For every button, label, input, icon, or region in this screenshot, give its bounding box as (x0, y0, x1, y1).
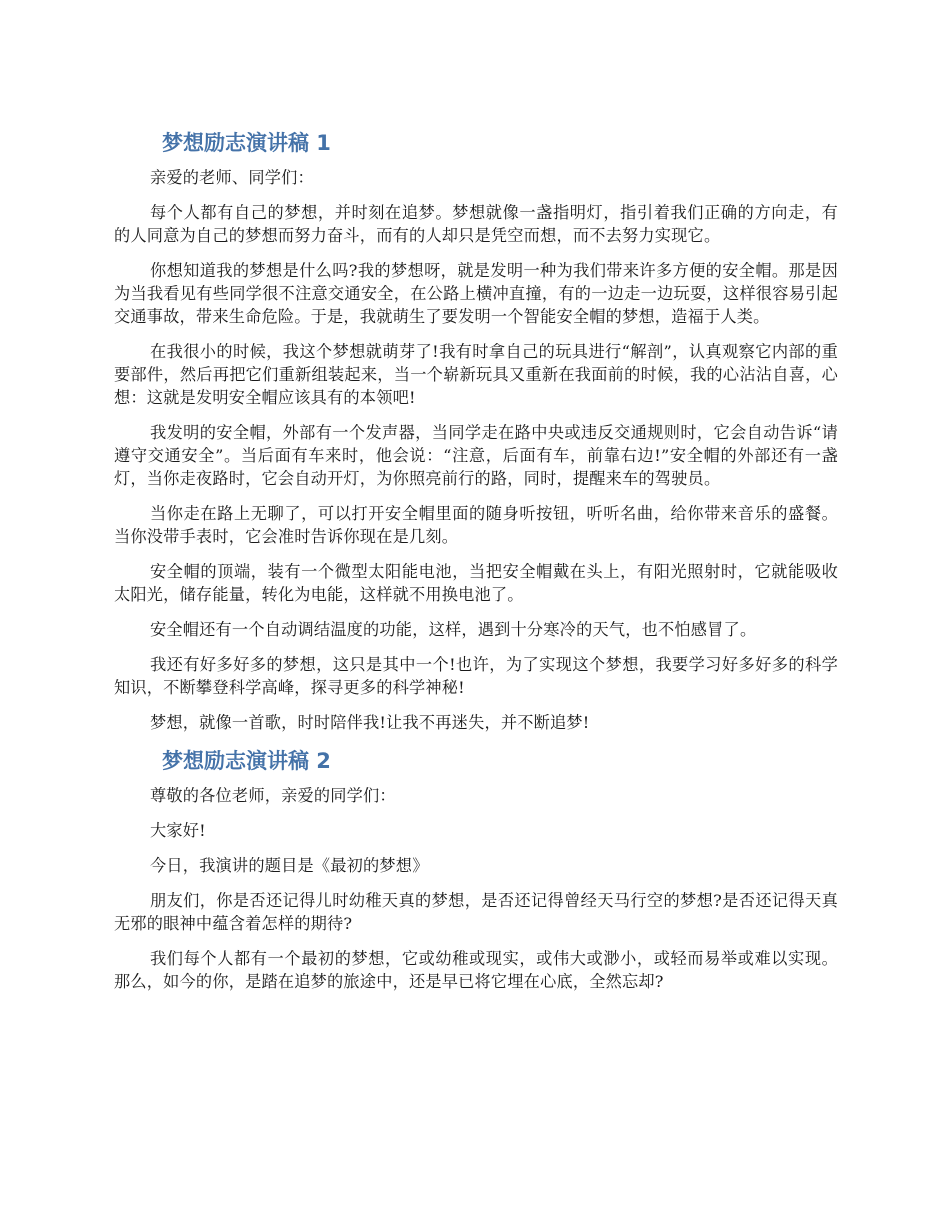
paragraph: 亲爱的老师、同学们： (150, 168, 314, 187)
paragraph: 每个人都有自己的梦想，并时刻在追梦。梦想就像一盏指明灯，指引着我们正确的方向走，有的人同意为自己的梦想而努力奋斗，而有的人却只是凭空而想，而不去努力实现它。 (114, 203, 838, 245)
paragraph: 梦想，就像一首歌，时时陪伴我!让我不再迷失，并不断追梦! (150, 713, 590, 732)
speech-section-2 (114, 746, 838, 993)
paragraph: 今日，我演讲的题目是《最初的梦想》 (150, 856, 429, 875)
paragraph: 你想知道我的梦想是什么吗?我的梦想呀，就是发明一种为我们带来许多方便的安全帽。那是因为当我看见有些同学很不注意交通安全，在公路上横冲直撞，有的一边走一边玩耍，这样很容易引起交通事故，带来生命危险。于是，我就萌生了要发明一个智能安全帽的梦想，造福于人类。 (114, 261, 838, 326)
paragraph: 当你走在路上无聊了，可以打开安全帽里面的随身听按钮，听听名曲，给你带来音乐的盛餐。当你没带手表时，它会准时告诉你现在是几刻。 (114, 504, 838, 546)
paragraph: 我发明的安全帽，外部有一个发声器，当同学走在路中央或违反交通规则时，它会自动告诉“请遵守交通安全”。当后面有车来时，他会说：“注意，后面有车，前靠右边!”安全帽的外部还有一盏灯，当你走夜路时，它会自动开灯，为你照亮前行的路，同时，提醒来车的驾驶员。 (114, 423, 838, 488)
speech-section-1 (114, 128, 838, 734)
paragraph: 安全帽的顶端，装有一个微型太阳能电池，当把安全帽戴在头上，有阳光照射时，它就能吸收太阳光，储存能量，转化为电能，这样就不用换电池了。 (114, 562, 838, 604)
document-page (114, 128, 838, 1005)
paragraph: 大家好! (150, 821, 206, 840)
paragraph: 尊敬的各位老师，亲爱的同学们： (150, 786, 396, 805)
paragraph: 在我很小的时候，我这个梦想就萌芽了!我有时拿自己的玩具进行“解剖”，认真观察它内部的重要部件，然后再把它们重新组装起来，当一个崭新玩具又重新在我面前的时候，我的心沾沾自喜，心想：这就是发明安全帽应该具有的本领吧! (114, 342, 838, 407)
section-title: 梦想励志演讲稿 2 (162, 749, 331, 773)
section-title: 梦想励志演讲稿 1 (162, 131, 331, 155)
paragraph: 我们每个人都有一个最初的梦想，它或幼稚或现实，或伟大或渺小，或轻而易举或难以实现。那么，如今的你，是踏在追梦的旅途中，还是早已将它埋在心底，全然忘却? (114, 949, 838, 991)
paragraph: 朋友们，你是否还记得儿时幼稚天真的梦想，是否还记得曾经天马行空的梦想?是否还记得天真无邪的眼神中蕴含着怎样的期待? (114, 891, 838, 933)
paragraph: 我还有好多好多的梦想，这只是其中一个!也许，为了实现这个梦想，我要学习好多好多的科学知识，不断攀登科学高峰，探寻更多的科学神秘! (114, 655, 838, 697)
paragraph: 安全帽还有一个自动调结温度的功能，这样，遇到十分寒冷的天气，也不怕感冒了。 (150, 620, 757, 639)
